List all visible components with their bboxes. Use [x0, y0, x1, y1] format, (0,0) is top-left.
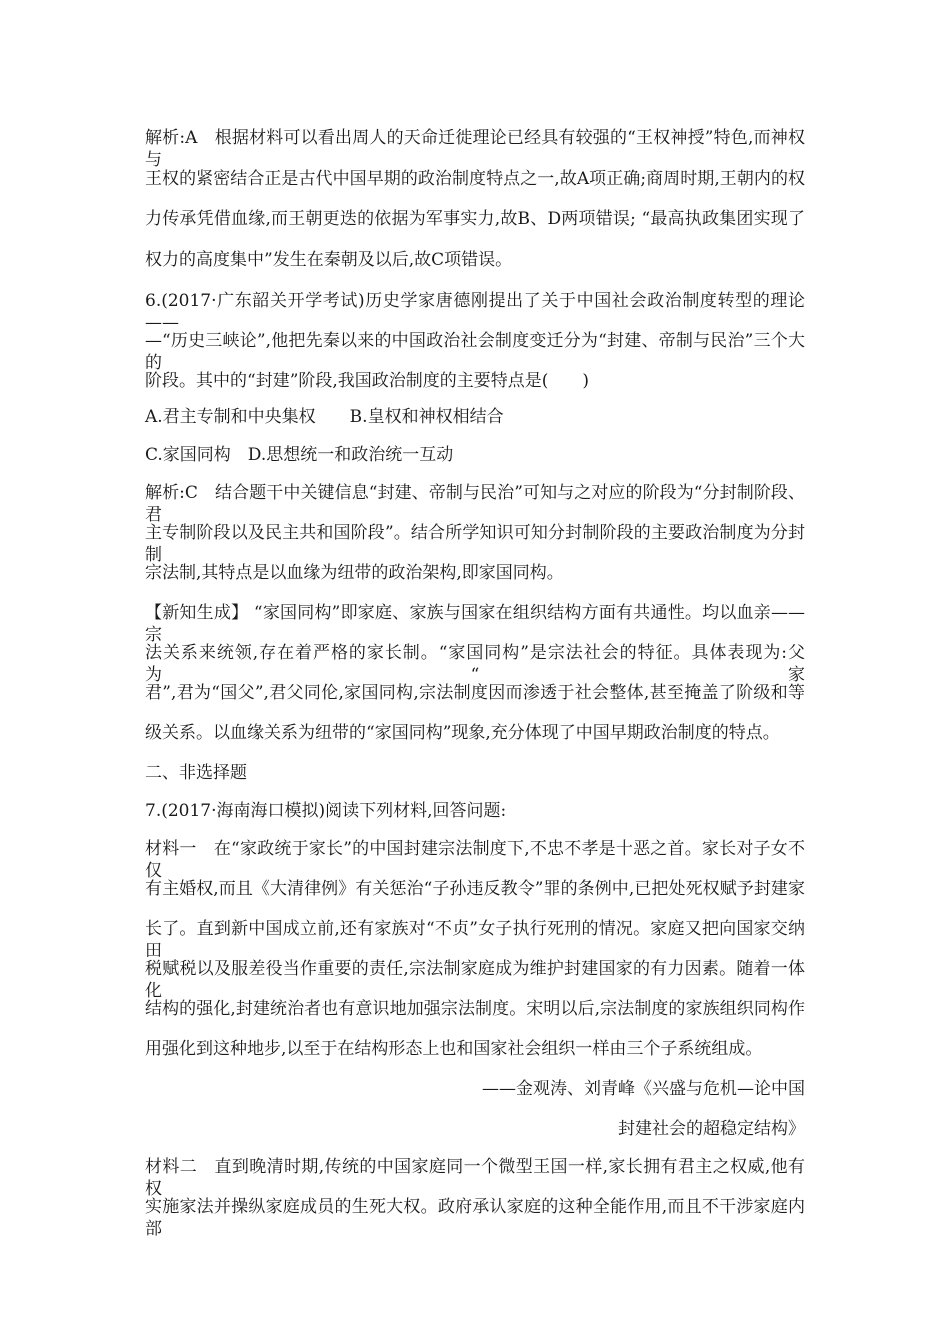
material-one: 材料一 在“家政统于家长”的中国封建宗法制度下,不忠不孝是十恶之首。家长对子女不仅 — [145, 839, 805, 881]
text-line: 结构的强化,封建统治者也有意识地加强宗法制度。宋明以后,宗法制度的家族组织同构作 — [145, 999, 805, 1019]
text-line: 法关系来统领,存在着严格的家长制。“家国同构”是宗法社会的特征。具体表现为:父为“家 — [145, 643, 805, 685]
text-line: 阶段。其中的“封建”阶段,我国政治制度的主要特点是( ) — [145, 371, 590, 391]
question-6-stem: 6.(2017·广东韶关开学考试)历史学家唐德刚提出了关于中国社会政治制度转型的理论—— — [145, 291, 805, 333]
text-line: 王权的紧密结合正是古代中国早期的政治制度特点之一,故A项正确;商周时期,王朝内的权 — [145, 169, 805, 189]
text-line: 长了。直到新中国成立前,还有家族对“不贞”女子执行死刑的情况。家庭又把向国家交纳田 — [145, 919, 805, 961]
text-line: 力传承凭借血缘,而王朝更迭的依据为军事实力,故B、D两项错误; “最高执政集团实现了 — [145, 209, 805, 229]
text-line: 税赋税以及服差役当作重要的责任,宗法制家庭成为维护封建国家的有力因素。随着一体化 — [145, 959, 805, 1001]
text-line: 君”,君为“国父”,君父同伦,家国同构,宗法制度因而渗透于社会整体,甚至掩盖了阶级和等 — [145, 683, 805, 703]
text-line: 主专制阶段以及民主共和国阶段”。结合所学知识可知分封制阶段的主要政治制度为分封制 — [145, 523, 805, 565]
text-line: 权力的高度集中”发生在秦朝及以后,故C项错误。 — [145, 250, 513, 270]
section-heading: 二、非选择题 — [145, 763, 247, 783]
options-cd: C.家国同构 D.思想统一和政治统一互动 — [145, 445, 454, 465]
text-line: 解析:C 结合题干中关键信息“封建、帝制与民治”可知与之对应的阶段为“分封制阶段、君 — [145, 483, 805, 525]
text-line: 级关系。以血缘关系为纽带的“家国同构”现象,充分体现了中国早期政治制度的特点。 — [145, 723, 780, 743]
citation: 封建社会的超稳定结构》 — [618, 1119, 805, 1139]
text-line: 有主婚权,而且《大清律例》有关惩治“子孙违反教令”罪的条例中,已把处死权赋予封建家 — [145, 879, 805, 899]
text-line: 解析:A 根据材料可以看出周人的天命迁徙理论已经具有较强的“王权神授”特色,而神权与 — [145, 128, 805, 170]
text-line: 用强化到这种地步,以至于在结构形态上也和国家社会组织一样由三个子系统组成。 — [145, 1039, 763, 1059]
citation: ——金观涛、刘青峰《兴盛与危机—论中国 — [482, 1079, 805, 1099]
text-line: —“历史三峡论”,他把先秦以来的中国政治社会制度变迁分为“封建、帝制与民治”三个大的 — [145, 331, 805, 373]
new-knowledge-block: 【新知生成】 “家国同构”即家庭、家族与国家在组织结构方面有共通性。均以血亲——宗 — [145, 603, 805, 645]
options-ab: A.君主专制和中央集权 B.皇权和神权相结合 — [145, 407, 504, 427]
question-7-stem: 7.(2017·海南海口模拟)阅读下列材料,回答问题: — [145, 801, 507, 821]
text-line: 宗法制,其特点是以血缘为纽带的政治架构,即家国同构。 — [145, 563, 564, 583]
text-line: 实施家法并操纵家庭成员的生死大权。政府承认家庭的这种全能作用,而且不干涉家庭内部 — [145, 1197, 805, 1239]
material-two: 材料二 直到晚清时期,传统的中国家庭同一个微型王国一样,家长拥有君主之权威,他有权 — [145, 1157, 805, 1199]
